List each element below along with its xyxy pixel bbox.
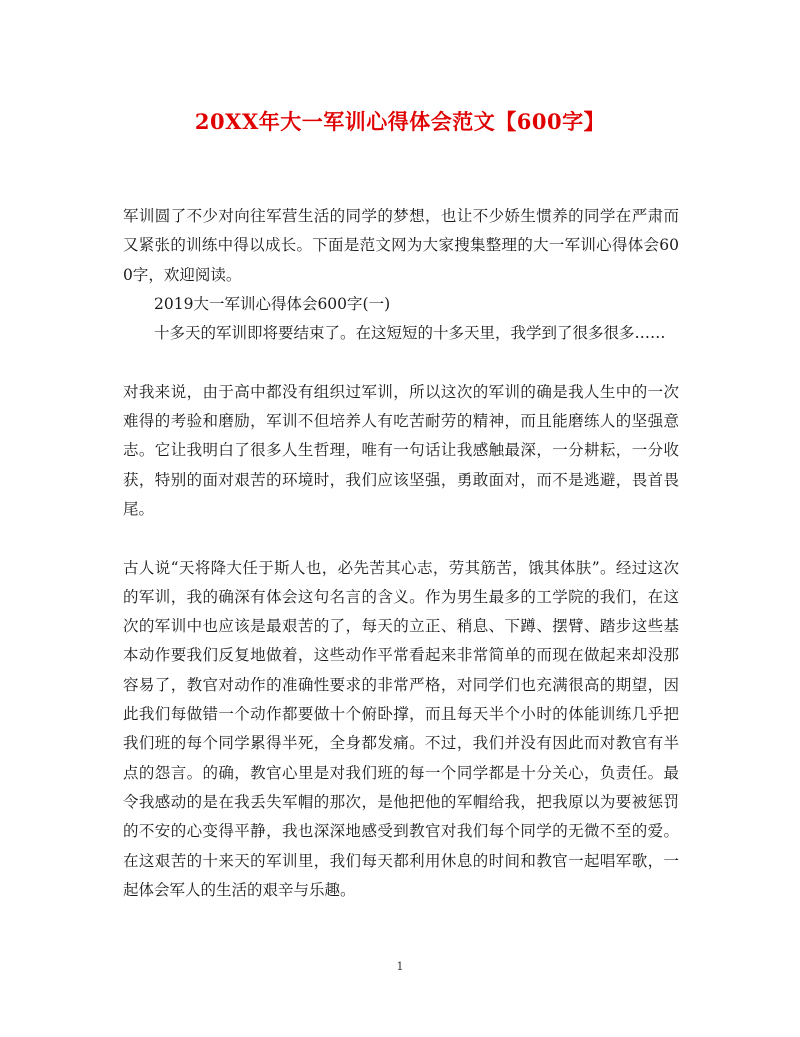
body-paragraph: 对我来说，由于高中都没有组织过军训，所以这次的军训的确是我人生中的一次难得的考验和磨励，军训不但培养人有吃苦耐劳的精神，而且能磨练人的坚强意志。它让我明白了很多人生哲理，唯有一句话让我感触最深，一分耕耘，一分收获，特别的面对艰苦的环境时，我们应该坚强，勇敢面对，而不是逃避，畏首畏尾。 [123,382,679,518]
page-number: 1 [396,960,404,973]
body-paragraph: 古人说“天将降大任于斯人也，必先苦其心志，劳其筋苦，饿其体肤”。经过这次的军训，我的确深有体会这句名言的含义。作为男生最多的工学院的我们，在这次的军训中也应该是最艰苦的了，每天的立正、稍息、下蹲、摆臂、踏步这些基本动作要我们反复地做着，这些动作平常看起来非常简单的而现在做起来却没那容易了，教官对动作的准确性要求的非常严格，对同学们也充满很高的期望，因此我们每做错一个动作都要做十个俯卧撑，而且每天半个小时的体能训练几乎把我们班的每个同学累得半死，全身都发痛。不过，我们并没有因此而对教官有半点的怨言。的确，教官心里是对我们班的每一个同学都是十分关心，负责任。最令我感动的是在我丢失军帽的那次，是他把他的军帽给我，把我原以为要被惩罚的不安的心变得平静，我也深深地感受到教官对我们每个同学的无微不至的爱。在这艰苦的十来天的军训里，我们每天都利用休息的时间和教官一起唱军歌，一起体会军人的生活的艰辛与乐趣。 [123,558,679,899]
intro-paragraph: 军训圆了不少对向往军营生活的同学的梦想，也让不少娇生惯养的同学在严肃而又紧张的训练中得以成长。下面是范文网为大家搜集整理的大一军训心得体会600字，欢迎阅读。 [123,207,679,284]
document-title: 20XX年大一军训心得体会范文【600字】 [194,109,606,134]
section-heading: 2019大一军训心得体会600字(一) [154,294,391,313]
document-body [123,202,679,905]
body-paragraph: 十多天的军训即将要结束了。在这短短的十多天里，我学到了很多很多…… [154,324,666,343]
